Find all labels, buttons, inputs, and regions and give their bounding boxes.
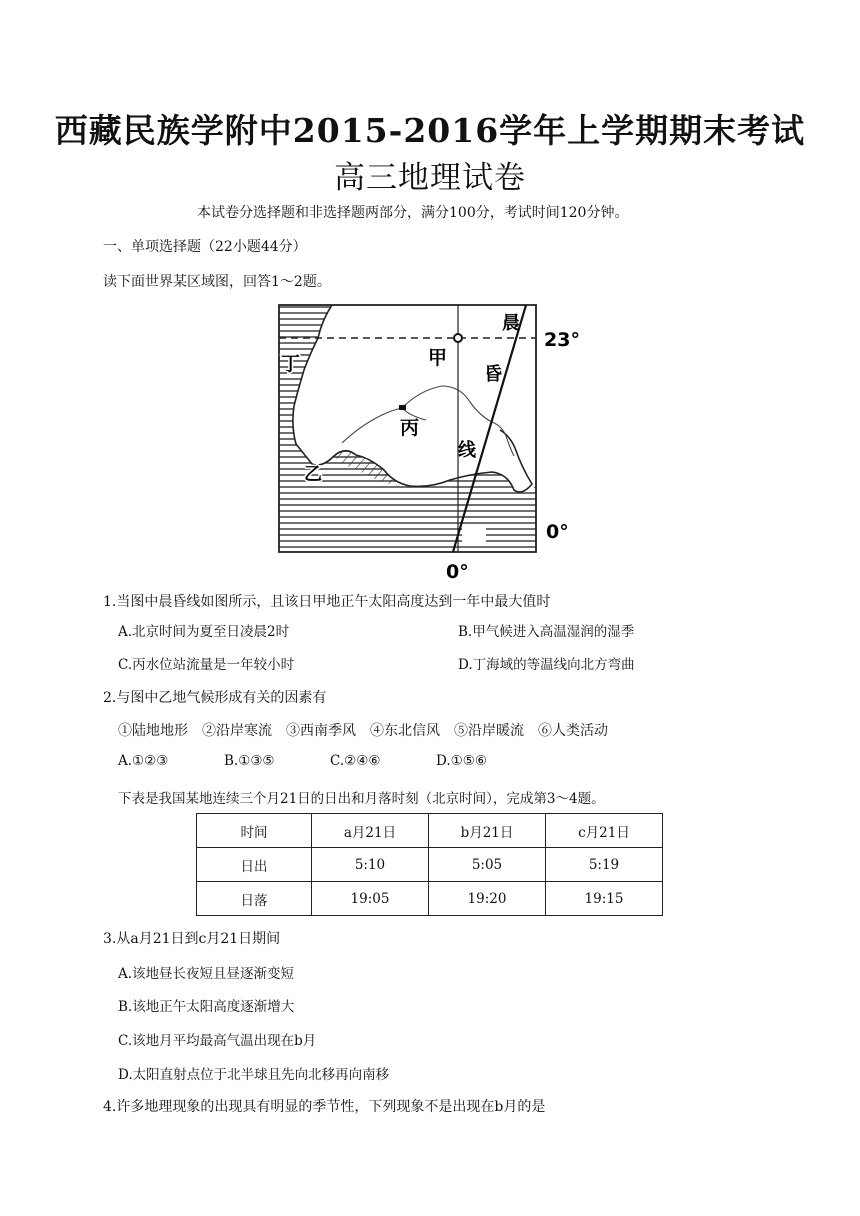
q1-option-b: B.甲气候进入高温湿润的湿季 <box>458 624 635 640</box>
page-title: 西藏民族学附中2015-2016学年上学期期末考试 <box>54 111 806 150</box>
label-0-bottom: 0° <box>446 561 469 583</box>
label-jia: 甲 <box>428 347 448 369</box>
table-prompt: 下表是我国某地连续三个月21日的日出和月落时刻（北京时间），完成第3～4题。 <box>118 791 605 807</box>
q2-option-d: D.①⑤⑥ <box>436 753 487 769</box>
q1-option-d: D.丁海域的等温线向北方弯曲 <box>458 657 635 673</box>
label-0-right: 0° <box>546 521 569 543</box>
label-bing: 丙 <box>400 417 420 439</box>
q2-option-c: C.②④⑥ <box>330 753 381 769</box>
table-row <box>197 882 663 916</box>
table-header-cell: a月21日 <box>312 814 429 848</box>
q2-factors: ①陆地地形 ②沿岸寒流 ③西南季风 ④东北信风 ⑤沿岸暖流 ⑥人类活动 <box>118 723 608 739</box>
exam-intro: 本试卷分选择题和非选择题两部分，满分100分，考试时间120分钟。 <box>197 205 629 221</box>
sun-time-table <box>196 813 663 916</box>
table-cell: 日出 <box>197 848 312 882</box>
q2-option-a: A.①②③ <box>118 753 169 769</box>
table-cell: 5:05 <box>429 848 546 882</box>
q4-stem: 4.许多地理现象的出现具有明显的季节性，下列现象不是出现在b月的是 <box>103 1099 546 1115</box>
q3-option-b: B.该地正午太阳高度逐渐增大 <box>118 999 295 1015</box>
point-jia <box>454 334 462 342</box>
q3-option-a: A.该地昼长夜短且昼逐渐变短 <box>118 966 295 982</box>
q2-stem: 2.与图中乙地气候形成有关的因素有 <box>103 690 327 706</box>
west-ocean-hatch <box>279 305 332 468</box>
river <box>342 386 514 456</box>
map-prompt: 读下面世界某区域图，回答1～2题。 <box>103 274 331 290</box>
point-bing <box>399 405 406 410</box>
table-cell: 5:10 <box>312 848 429 882</box>
table-row <box>197 848 663 882</box>
region-map <box>270 298 600 588</box>
table-header-cell: 时间 <box>197 814 312 848</box>
table-cell: 19:15 <box>546 882 663 916</box>
label-23: 23° <box>544 329 580 351</box>
label-xian: 线 <box>458 440 476 461</box>
table-cell: 5:19 <box>546 848 663 882</box>
label-ding: 丁 <box>281 353 301 375</box>
table-cell: 日落 <box>197 882 312 916</box>
page-subtitle: 高三地理试卷 <box>334 160 526 196</box>
table-header-row <box>197 814 663 848</box>
label-hun: 昏 <box>484 364 502 385</box>
table-header-cell: c月21日 <box>546 814 663 848</box>
section-heading: 一、单项选择题（22小题44分） <box>103 239 307 255</box>
label-chen: 晨 <box>502 313 520 334</box>
q3-option-d: D.太阳直射点位于北半球且先向北移再向南移 <box>118 1067 390 1083</box>
q3-stem: 3.从a月21日到c月21日期间 <box>103 931 281 947</box>
q2-option-b: B.①③⑤ <box>224 753 275 769</box>
q1-option-a: A.北京时间为夏至日凌晨2时 <box>118 624 290 640</box>
table-cell: 19:20 <box>429 882 546 916</box>
label-yi: 乙 <box>304 464 322 485</box>
q1-option-c: C.丙水位站流量是一年较小时 <box>118 657 295 673</box>
q3-option-c: C.该地月平均最高气温出现在b月 <box>118 1033 317 1049</box>
table-header-cell: b月21日 <box>429 814 546 848</box>
map-blank-patch <box>462 526 486 546</box>
table-cell: 19:05 <box>312 882 429 916</box>
q1-stem: 1.当图中晨昏线如图所示，且该日甲地正午太阳高度达到一年中最大值时 <box>103 594 551 610</box>
